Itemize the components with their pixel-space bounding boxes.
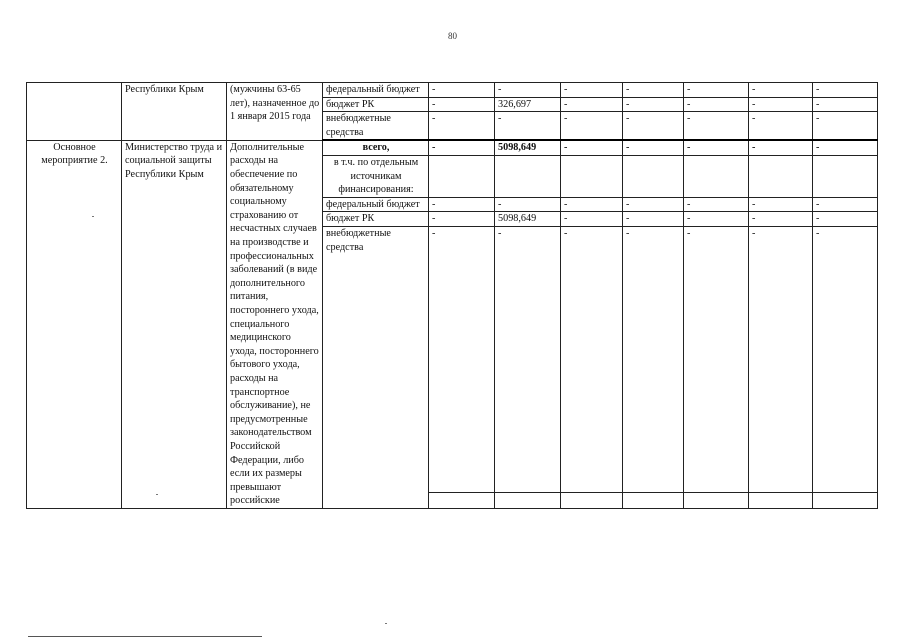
value-cell: - (429, 140, 495, 155)
value-cell: - (684, 197, 749, 212)
empty-cell (813, 492, 878, 508)
description-cell: Дополнительные расходы на обеспечение по обязательному социальному страхованию от несчастных случаев на производстве и профессиональных заболеваний (в виде дополнительного питания, постороннего ухода, специального медицинского ухода, постороннего бытового ухода, расходы на транспортное обслуживание), не предусмотренные законодательством Российской Федерации, либо если их размеры превышают российские (227, 140, 323, 508)
empty-cell (623, 155, 684, 197)
value-cell: - (623, 197, 684, 212)
description-cell: (мужчины 63-65 лет), назначенное до 1 января 2015 года (227, 83, 323, 141)
value-cell: - (561, 97, 623, 112)
value-cell: - (749, 140, 813, 155)
value-cell: - (495, 197, 561, 212)
table-row-total (27, 140, 878, 155)
value-cell: - (623, 212, 684, 227)
value-cell: - (429, 197, 495, 212)
value-cell: - (749, 97, 813, 112)
empty-cell (813, 155, 878, 197)
main-event-cell: Основное мероприятие 2. (27, 140, 122, 508)
value-cell: - (495, 112, 561, 141)
value-cell: - (623, 83, 684, 98)
value-cell: - (495, 83, 561, 98)
value-cell: - (813, 97, 878, 112)
value-cell: - (561, 140, 623, 155)
value-cell: - (749, 197, 813, 212)
value-cell: - (749, 212, 813, 227)
scan-speck (156, 494, 158, 495)
empty-cell (684, 155, 749, 197)
funding-source-label: бюджет РК (323, 212, 429, 227)
value-cell: - (623, 112, 684, 141)
value-cell: - (749, 112, 813, 141)
empty-cell (561, 492, 623, 508)
funding-source-label: внебюджетные средства (323, 112, 429, 141)
value-cell: - (429, 83, 495, 98)
executor-cell: Министерство труда и социальной защиты Республики Крым (122, 140, 227, 508)
empty-cell (749, 155, 813, 197)
value-cell: - (813, 83, 878, 98)
value-cell: - (495, 226, 561, 492)
funding-source-label: бюджет РК (323, 97, 429, 112)
value-cell: - (623, 97, 684, 112)
value-cell: - (684, 83, 749, 98)
empty-cell (749, 492, 813, 508)
scan-speck (385, 623, 387, 624)
funding-source-label: внебюджетные средства (323, 226, 429, 508)
value-cell: - (429, 112, 495, 141)
value-cell: - (561, 212, 623, 227)
value-cell: - (813, 212, 878, 227)
value-cell: - (813, 112, 878, 141)
value-cell: - (561, 197, 623, 212)
value-cell: - (561, 112, 623, 141)
empty-cell (561, 155, 623, 197)
funding-source-label: федеральный бюджет (323, 197, 429, 212)
value-cell: 5098,649 (495, 140, 561, 155)
value-cell: - (813, 197, 878, 212)
funding-source-label: федеральный бюджет (323, 83, 429, 98)
subheader-label: в т.ч. по отдельным источникам финансирования: (323, 155, 429, 197)
footnote-rule (28, 636, 262, 637)
executor-cell: Республики Крым (122, 83, 227, 141)
value-cell: 5098,649 (495, 212, 561, 227)
value-cell: - (684, 140, 749, 155)
scan-speck (92, 216, 94, 217)
empty-cell (623, 492, 684, 508)
financing-table (26, 82, 878, 509)
page-number: 80 (448, 31, 457, 41)
value-cell: - (749, 226, 813, 492)
total-label: всего, (323, 140, 429, 155)
value-cell: - (813, 226, 878, 492)
empty-cell (495, 492, 561, 508)
empty-cell (684, 492, 749, 508)
value-cell: - (561, 226, 623, 492)
value-cell: - (429, 212, 495, 227)
value-cell: - (749, 83, 813, 98)
value-cell: - (813, 140, 878, 155)
value-cell: 326,697 (495, 97, 561, 112)
value-cell: - (561, 83, 623, 98)
value-cell: - (684, 112, 749, 141)
value-cell: - (429, 226, 495, 492)
value-cell: - (429, 97, 495, 112)
event-cell-empty (27, 83, 122, 141)
empty-cell (429, 492, 495, 508)
table-row (27, 83, 878, 98)
empty-cell (429, 155, 495, 197)
value-cell: - (684, 226, 749, 492)
empty-cell (495, 155, 561, 197)
value-cell: - (623, 226, 684, 492)
value-cell: - (623, 140, 684, 155)
value-cell: - (684, 212, 749, 227)
value-cell: - (684, 97, 749, 112)
